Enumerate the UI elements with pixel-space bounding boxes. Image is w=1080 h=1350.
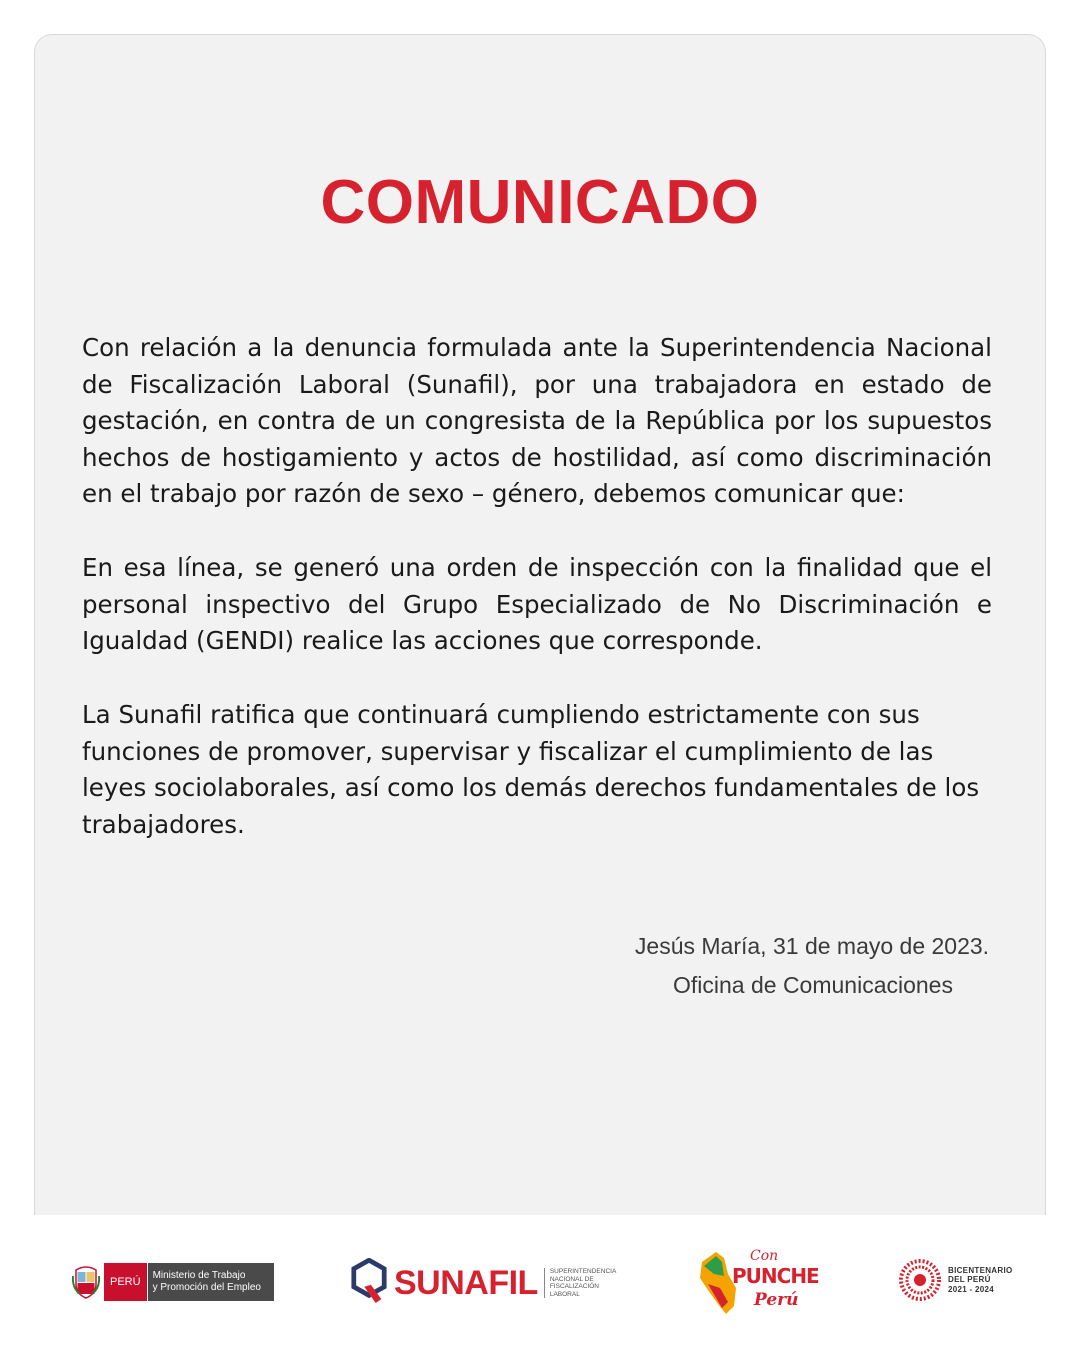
page-title: COMUNICADO: [320, 168, 760, 237]
paragraph-1: Con relación a la denuncia formulada ante la Superintendencia Nacional de Fiscalización Laboral (Sunafil), por una trabajadora en estado de gestación, en contra de un congresista de la República por los supuestos hechos de hostigamiento y actos de hostilidad, así como discriminación en el trabajo por razón de sexo – género, debemos comunicar que:: [82, 333, 992, 509]
bicentenario-text: [948, 1266, 1013, 1295]
sunafil-word: SUNAFIL: [394, 1263, 538, 1302]
peru-tag: PERÚ: [104, 1263, 147, 1301]
mintra-logo: [72, 1262, 274, 1302]
punche-peru: Perú: [754, 1290, 799, 1310]
bicentenario-emblem-icon: [898, 1258, 942, 1302]
sunafil-sub-4: LABORAL: [549, 1290, 580, 1298]
paragraph-3: La Sunafil ratifica que continuará cumpliendo estrictamente con sus funciones de promover, supervisar y fiscalizar el cumplimiento de las leyes sociolaborales, así como los demás derechos fundamentales de los trabajadores.: [82, 700, 980, 839]
bicentenario-logo: [898, 1258, 1013, 1302]
ministry-line-2: y Promoción del Empleo: [152, 1282, 261, 1293]
bicentenario-line-1: BICENTENARIO: [948, 1265, 1013, 1275]
sunafil-logo: [350, 1255, 616, 1311]
sunafil-sub-2: NACIONAL DE: [549, 1275, 594, 1283]
sunafil-sub-1: SUPERINTENDENCIA: [549, 1268, 617, 1275]
peru-shield-icon: [72, 1264, 100, 1300]
ministry-line-1: Ministerio de Trabajo: [152, 1270, 246, 1281]
paragraph-2: En esa línea, se generó una orden de inspección con la finalidad que el personal inspectivo del Grupo Especializado de No Discriminación e Igualdad (GENDI) realice las acciones que corresponde.: [82, 553, 992, 656]
punche-word: PUNCHE: [732, 1264, 819, 1288]
con-punche-peru-logo: [694, 1244, 820, 1320]
bicentenario-line-3: 2021 - 2024: [948, 1284, 995, 1294]
ministry-name: [147, 1263, 274, 1301]
bicentenario-line-2: DEL PERÚ: [948, 1275, 991, 1285]
sunafil-subtitle: [544, 1268, 616, 1298]
sunafil-q-icon: [350, 1258, 388, 1308]
signature-office: Oficina de Comunicaciones: [673, 972, 953, 998]
signature-date: Jesús María, 31 de mayo de 2023.: [634, 933, 990, 959]
sunafil-sub-3: FISCALIZACIÓN: [549, 1283, 599, 1290]
punche-con: Con: [750, 1248, 779, 1264]
